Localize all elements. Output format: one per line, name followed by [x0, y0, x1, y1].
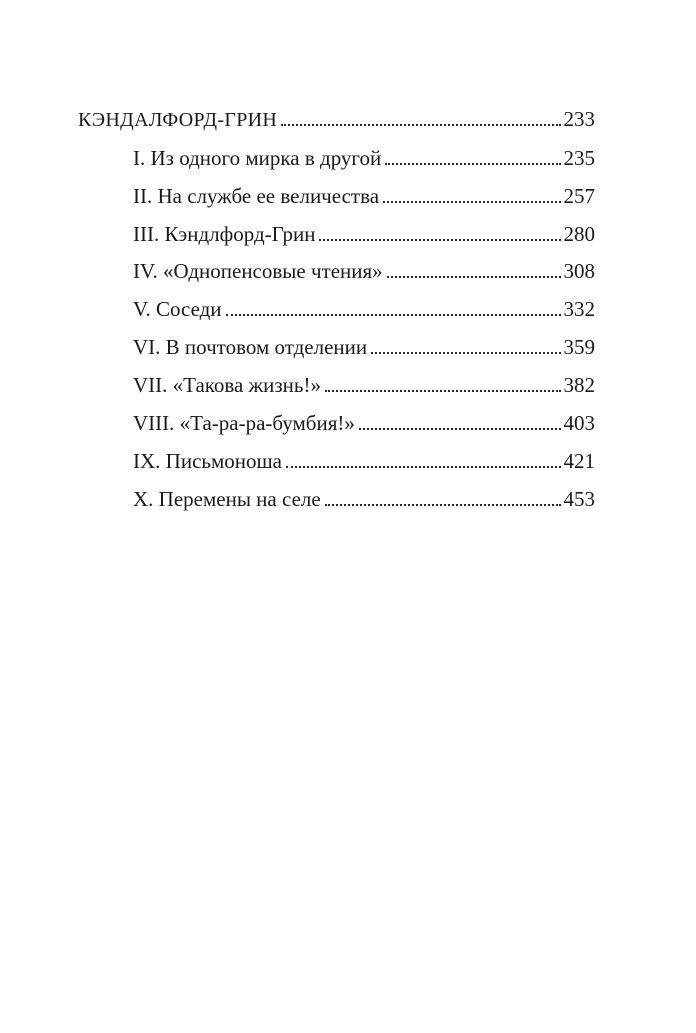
- toc-chapter-title: VI. В почтовом отделении: [133, 335, 368, 359]
- toc-page-number: 421: [563, 449, 595, 473]
- toc-chapter-title: VII. «Такова жизнь!»: [133, 373, 321, 397]
- toc-chapter-title: III. Кэндлфорд-Грин: [133, 222, 316, 246]
- toc-chapter-entry[interactable]: [133, 410, 595, 436]
- toc-chapter-title: IX. Письмоноша: [133, 449, 282, 473]
- toc-chapter-entry[interactable]: [133, 296, 595, 322]
- toc-chapter-entry[interactable]: [133, 183, 595, 209]
- toc-page-number: 332: [563, 297, 595, 321]
- toc-page-number: 257: [563, 184, 595, 208]
- toc-dot-leader: [359, 428, 561, 430]
- toc-chapter-entry[interactable]: [133, 448, 595, 474]
- toc-chapter-entry[interactable]: [133, 221, 595, 247]
- toc-chapter-entry[interactable]: [133, 486, 595, 512]
- toc-chapter-entry[interactable]: [133, 372, 595, 398]
- toc-chapter-entry[interactable]: [133, 334, 595, 360]
- toc-part-title: КЭНДАЛФОРД-ГРИН: [78, 109, 278, 131]
- toc-dot-leader: [383, 201, 560, 203]
- toc-dot-leader: [319, 239, 560, 241]
- toc-dot-leader: [371, 352, 560, 354]
- toc-chapter-title: IV. «Однопенсовые чтения»: [133, 259, 383, 283]
- toc-chapter-title: VIII. «Та-ра-ра-бумбия!»: [133, 411, 355, 435]
- toc-page-number: 280: [563, 222, 595, 246]
- toc-chapter-title: X. Перемены на селе: [133, 487, 321, 511]
- toc-page-number: 359: [563, 335, 595, 359]
- toc-page-number: 235: [563, 146, 595, 170]
- toc-chapter-title: II. На службе ее величества: [133, 184, 380, 208]
- toc-dot-leader: [385, 163, 560, 165]
- toc-chapter-entry[interactable]: [133, 258, 595, 284]
- toc-dot-leader: [281, 124, 560, 126]
- toc-dot-leader: [286, 466, 561, 468]
- toc-page-number: 233: [563, 107, 595, 131]
- toc-dot-leader: [387, 276, 561, 278]
- toc-chapter-title: V. Соседи: [133, 297, 222, 321]
- toc-dot-leader: [226, 314, 561, 316]
- toc-part-entry[interactable]: [78, 106, 595, 133]
- toc-dot-leader: [325, 390, 561, 392]
- toc-page-number: 453: [563, 487, 595, 511]
- toc-chapter-entry[interactable]: [133, 145, 595, 171]
- toc-page-number: 308: [563, 259, 595, 283]
- toc-page-number: 403: [563, 411, 595, 435]
- toc-page-number: 382: [563, 373, 595, 397]
- toc-dot-leader: [325, 504, 561, 506]
- toc-chapter-title: I. Из одного мирка в другой: [133, 146, 382, 170]
